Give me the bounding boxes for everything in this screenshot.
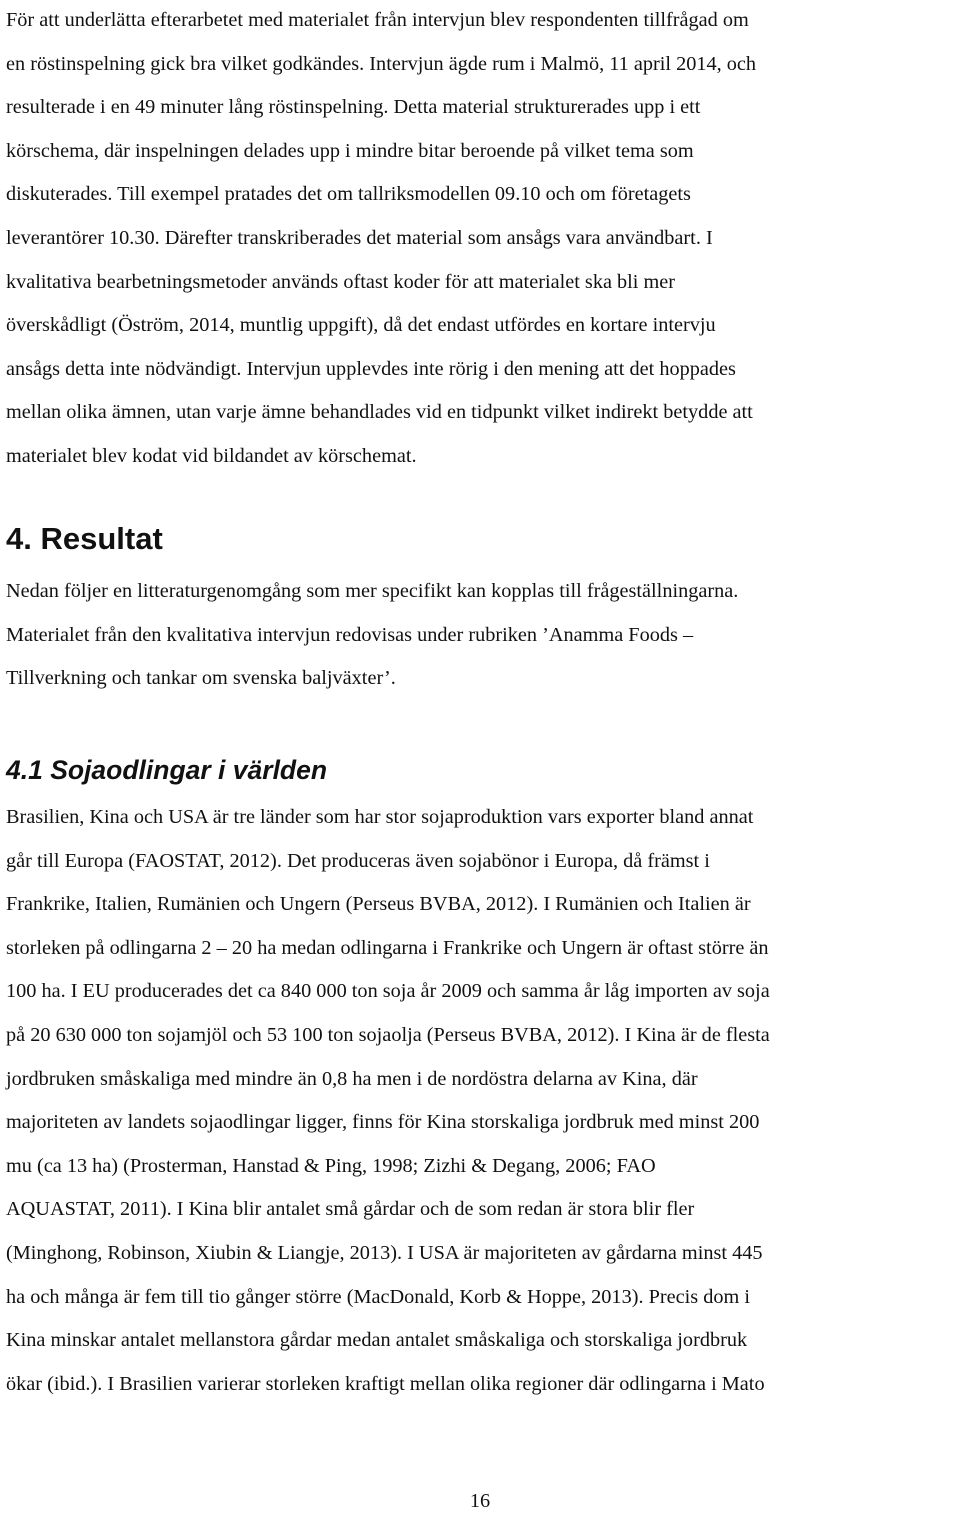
text-line: 100 ha. I EU producerades det ca 840 000 ton soja år 2009 och samma år låg importen av soja (6, 980, 770, 1003)
text-line: Frankrike, Italien, Rumänien och Ungern (Perseus BVBA, 2012). I Rumänien och Italien är (6, 893, 751, 916)
text-line: storleken på odlingarna 2 – 20 ha medan odlingarna i Frankrike och Ungern är oftast större än (6, 936, 769, 959)
text-line: diskuterades. Till exempel pratades det om tallriksmodellen 09.10 och om företagets (6, 183, 691, 206)
text-line: på 20 630 000 ton sojamjöl och 53 100 ton sojaolja (Perseus BVBA, 2012). I Kina är de flesta (6, 1023, 770, 1046)
text-line: Brasilien, Kina och USA är tre länder som har stor sojaproduktion vars exporter bland annat (6, 806, 754, 828)
text-line: Kina minskar antalet mellanstora gårdar medan antalet småskaliga och storskaliga jordbruk (6, 1329, 748, 1352)
resultat-intro-paragraph (6, 570, 738, 701)
section-heading-resultat: 4. Resultat (6, 521, 163, 556)
text-line: (Minghong, Robinson, Xiubin & Liangje, 2013). I USA är majoriteten av gårdarna minst 445 (6, 1241, 763, 1264)
method-paragraph (6, 0, 756, 479)
text-line: ökar (ibid.). I Brasilien varierar storleken kraftigt mellan olika regioner där odlingarna i Mato (6, 1372, 765, 1395)
text-line: överskådligt (Öström, 2014, muntlig uppgift), då det endast utfördes en kortare intervju (6, 314, 716, 337)
page-number: 16 (469, 1490, 491, 1512)
text-line: en röstinspelning gick bra vilket godkändes. Intervjun ägde rum i Malmö, 11 april 2014, och (6, 52, 757, 75)
text-line: ha och många är fem till tio gånger större (MacDonald, Korb & Hoppe, 2013). Precis dom i (6, 1285, 751, 1308)
text-line: mellan olika ämnen, utan varje ämne behandlades vid en tidpunkt vilket indirekt betydde att (6, 401, 753, 424)
text-line: Tillverkning och tankar om svenska baljväxter’. (6, 667, 396, 690)
text-line: jordbruken småskaliga med mindre än 0,8 ha men i de nordöstra delarna av Kina, där (6, 1067, 698, 1090)
text-line: materialet blev kodat vid bildandet av körschemat. (6, 444, 417, 467)
text-line: kvalitativa bearbetningsmetoder används oftast koder för att materialet ska bli mer (6, 270, 676, 293)
subsection-heading-sojaodlingar: 4.1 Sojaodlingar i världen (6, 755, 328, 785)
text-line: Materialet från den kvalitativa intervjun redovisas under rubriken ’Anamma Foods – (6, 623, 694, 646)
text-line: ansågs detta inte nödvändigt. Intervjun upplevdes inte rörig i den mening att det hoppades (6, 357, 736, 380)
text-line: mu (ca 13 ha) (Prosterman, Hanstad & Ping, 1998; Zizhi & Degang, 2006; FAO (6, 1154, 656, 1177)
sojaodlingar-paragraph (6, 796, 770, 1406)
text-line: majoriteten av landets sojaodlingar ligger, finns för Kina storskaliga jordbruk med minst 200 (6, 1111, 760, 1134)
text-line: resulterade i en 49 minuter lång röstinspelning. Detta material strukturerades upp i ett (6, 96, 701, 119)
text-line: För att underlätta efterarbetet med materialet från intervjun blev respondenten tillfrågad om (6, 9, 749, 31)
text-line: AQUASTAT, 2011). I Kina blir antalet små gårdar och de som redan är stora blir fler (6, 1198, 695, 1221)
text-line: körschema, där inspelningen delades upp i mindre bitar beroende på vilket tema som (6, 139, 694, 162)
text-line: går till Europa (FAOSTAT, 2012). Det produceras även sojabönor i Europa, då främst i (6, 849, 710, 872)
text-line: Nedan följer en litteraturgenomgång som mer specifikt kan kopplas till frågeställningarna. (6, 580, 739, 602)
text-line: leverantörer 10.30. Därefter transkriberades det material som ansågs vara användbart. I (6, 226, 713, 249)
